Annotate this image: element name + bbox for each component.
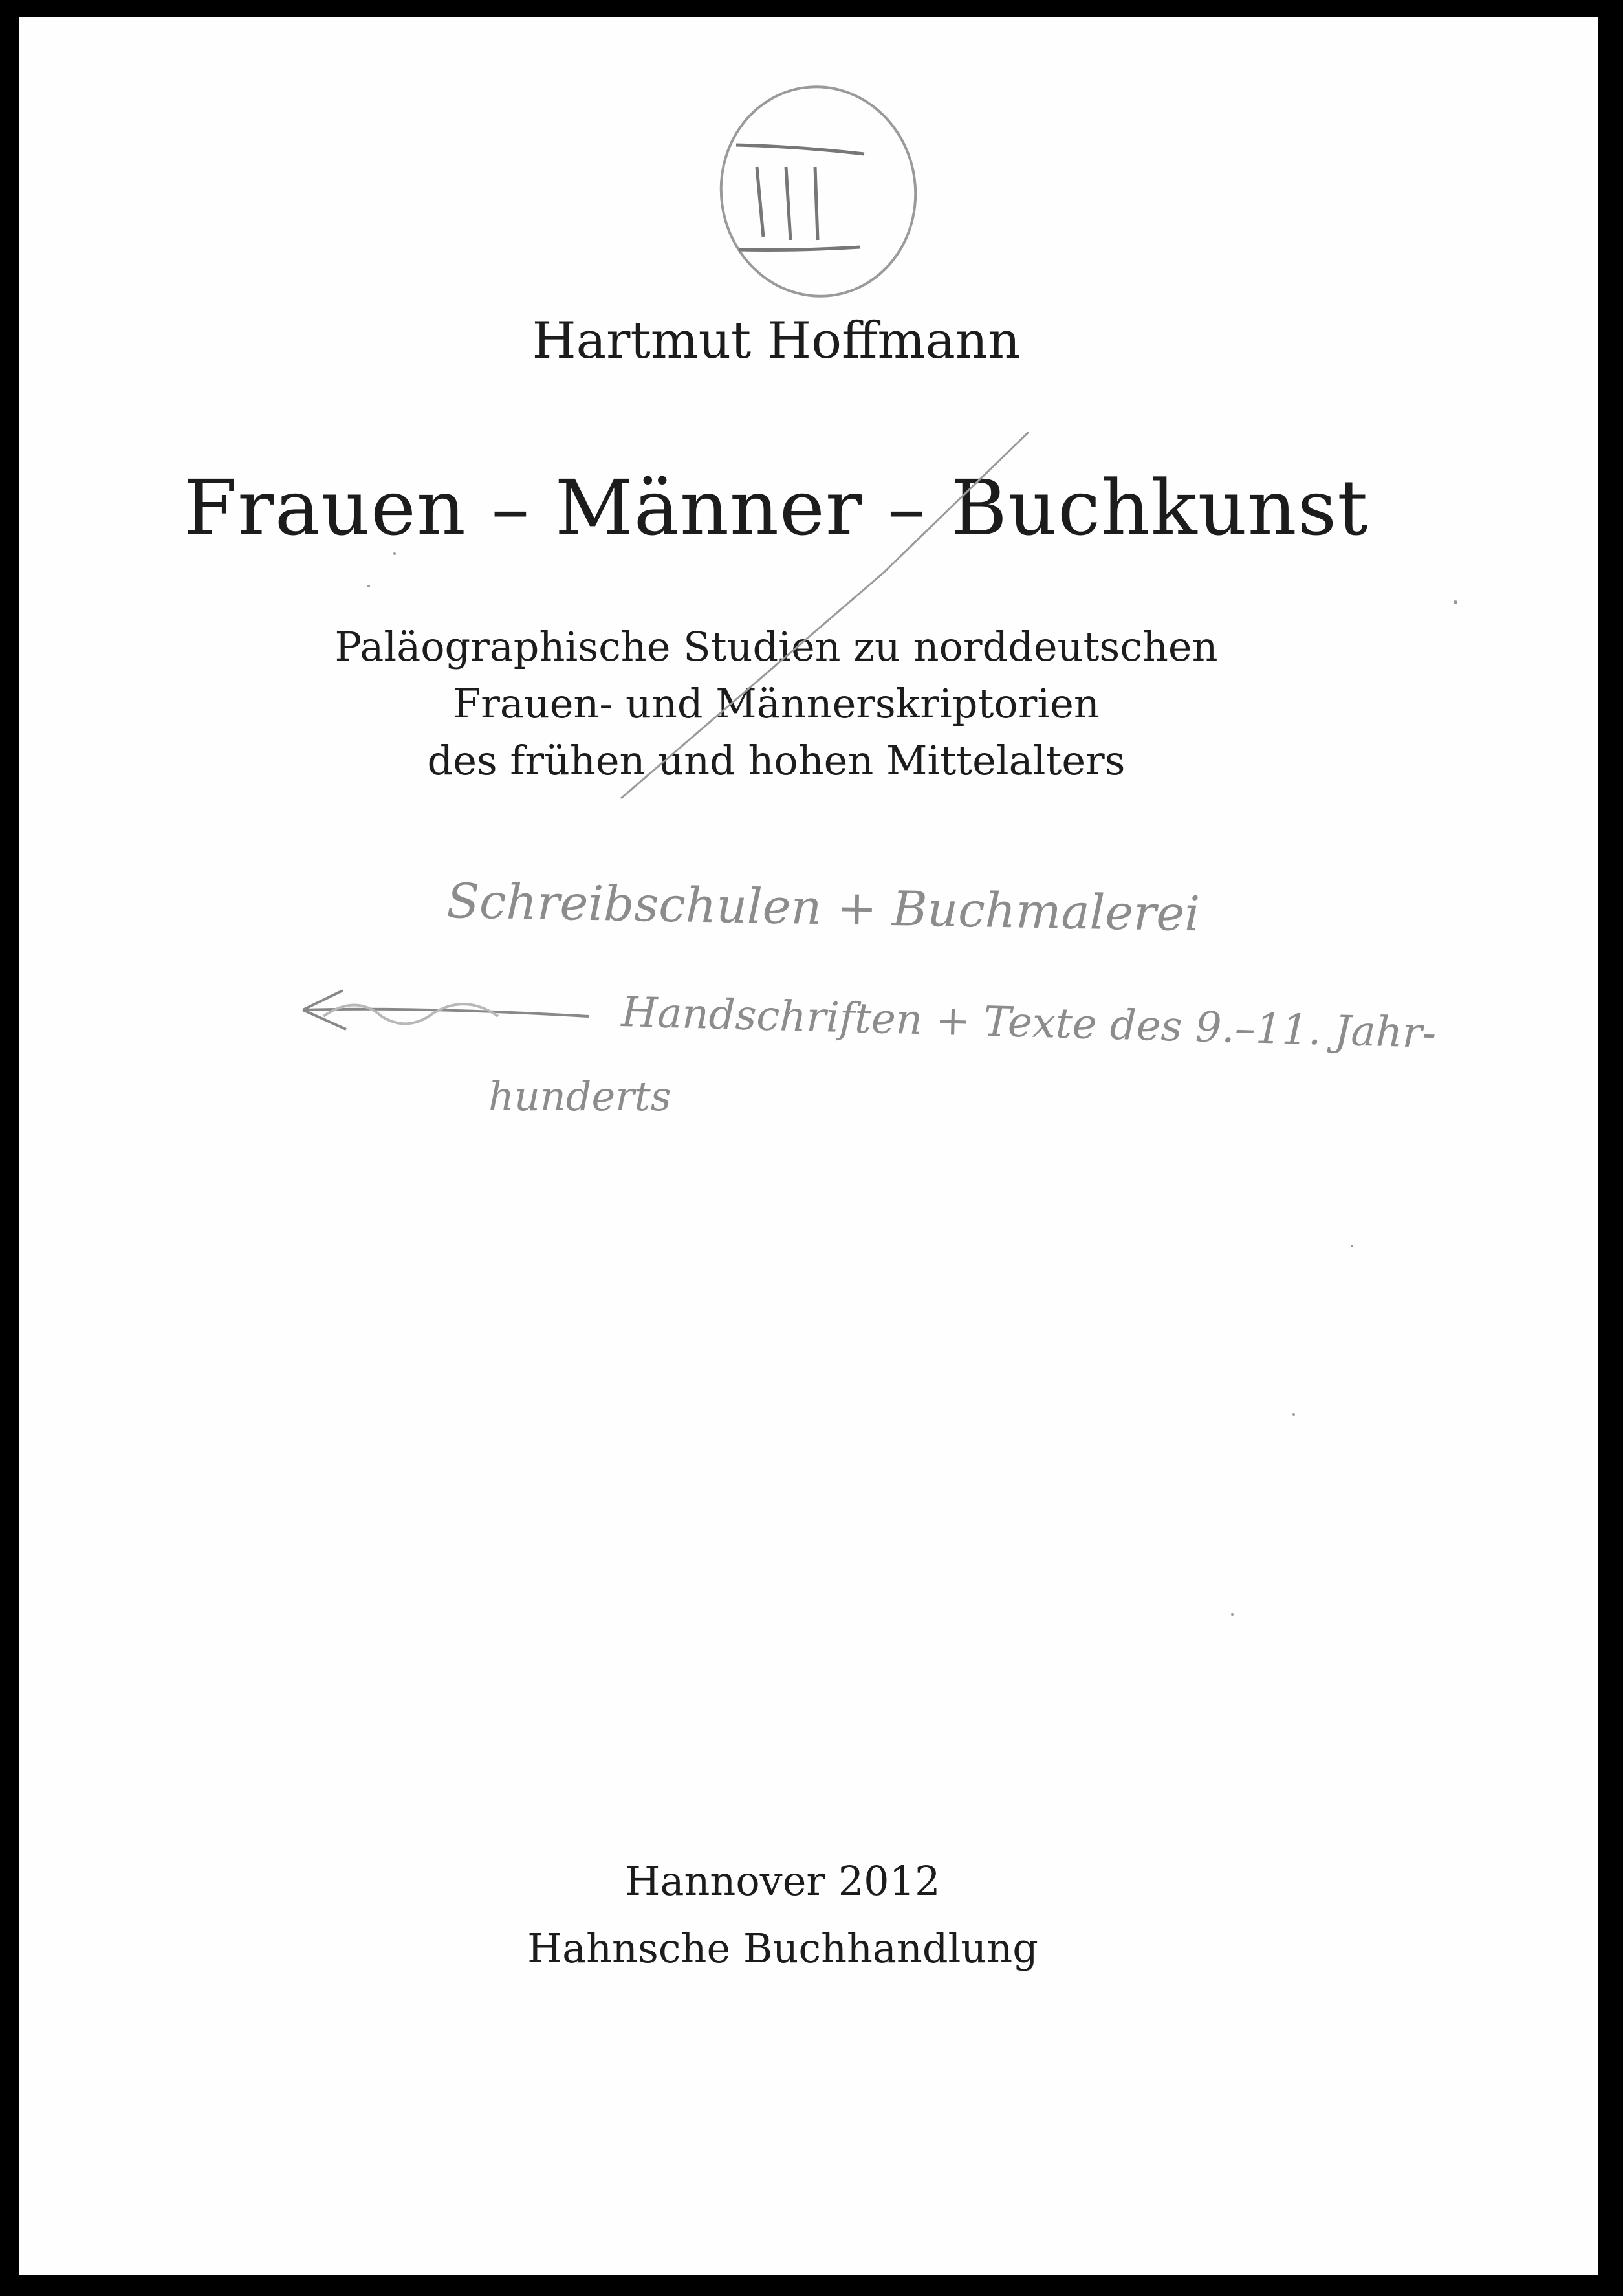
imprint-place-year: Hannover 2012	[625, 1857, 941, 1905]
handwritten-line-1: Schreibschulen + Buchmalerei	[446, 873, 1201, 943]
book-title: Frauen – Männer – Buchkunst	[184, 463, 1369, 552]
book-subtitle	[19, 618, 1533, 789]
circled-numeral-annotation	[708, 74, 929, 309]
imprint-publisher: Hahnsche Buchhandlung	[527, 1925, 1038, 1972]
subtitle-line-2: Frauen- und Männerskriptorien	[453, 680, 1100, 727]
struck-arrow-annotation	[303, 990, 589, 1029]
title-page	[19, 17, 1598, 2275]
subtitle-line-3: des frühen und hohen Mittelalters	[427, 737, 1126, 784]
imprint	[19, 1848, 1546, 1982]
author-name: Hartmut Hoffmann	[532, 312, 1021, 370]
handwritten-line-2: Handschriften + Texte des 9.–11. Jahr-	[620, 989, 1437, 1058]
handwritten-line-3: hunderts	[488, 1073, 671, 1120]
subtitle-line-1: Paläographische Studien zu norddeutschen	[334, 623, 1218, 670]
